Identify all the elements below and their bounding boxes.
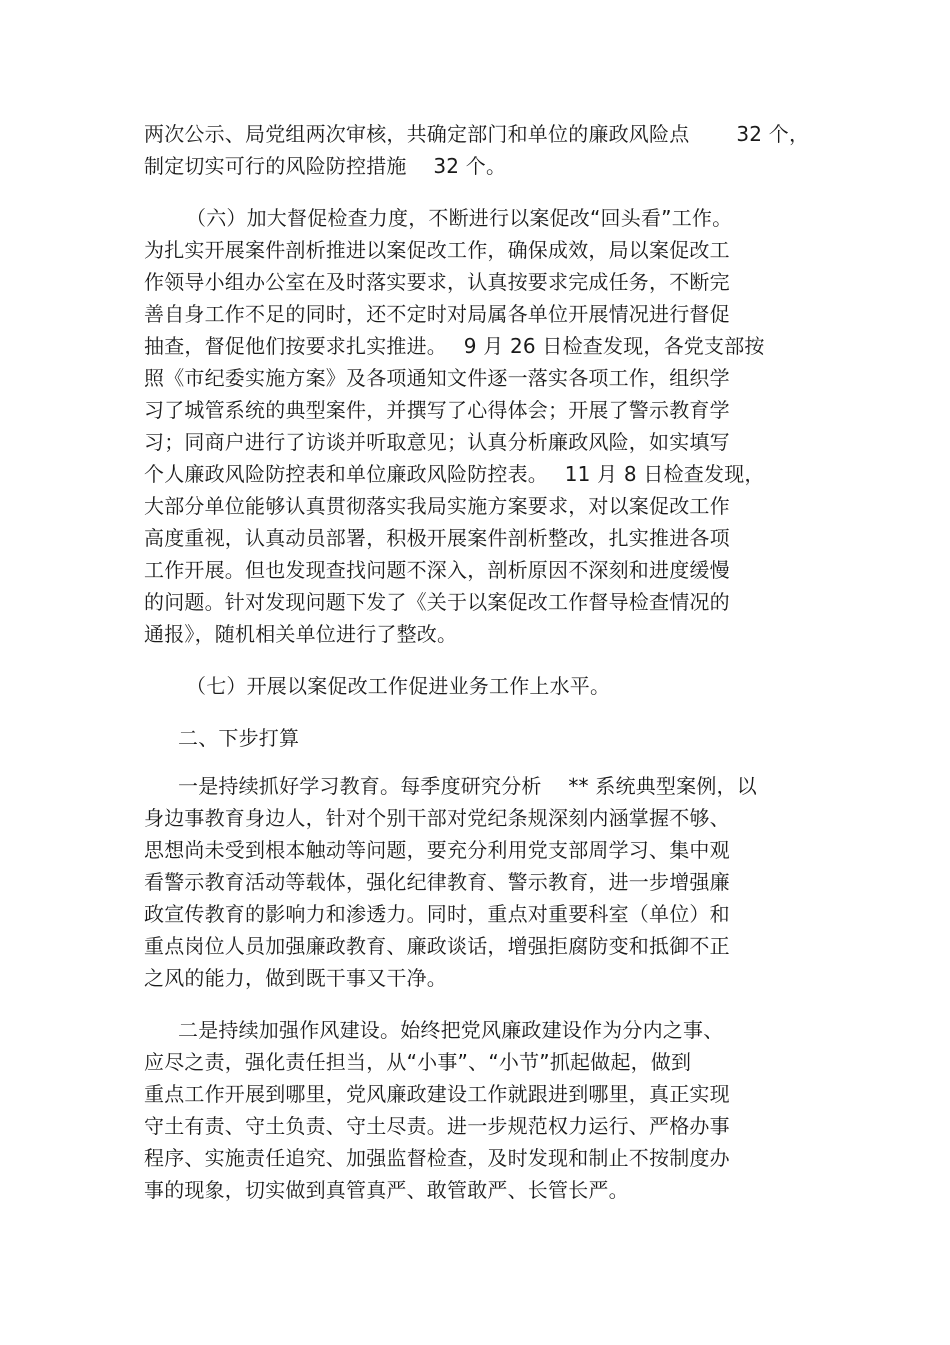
text-line: 制定切实可行的风险防控措施 32 个。 bbox=[144, 154, 507, 178]
text-line: 高度重视，认真动员部署，积极开展案件剖析整改，扎实推进各项 bbox=[144, 526, 730, 550]
text-line: 通报》，随机相关单位进行了整改。 bbox=[144, 622, 458, 646]
text-line: 两次公示、局党组两次审核，共确定部门和单位的廉政风险点 32 个， bbox=[144, 122, 810, 146]
text-line: 为扎实开展案件剖析推进以案促改工作，确保成效，局以案促改工 bbox=[144, 238, 730, 262]
text-line: 重点岗位人员加强廉政教育、廉政谈话，增强拒腐防变和抵御不正 bbox=[144, 934, 730, 958]
text-line: 程序、实施责任追究、加强监督检查，及时发现和制止不按制度办 bbox=[144, 1146, 730, 1170]
text-line: 照《市纪委实施方案》及各项通知文件逐一落实各项工作，组织学 bbox=[144, 366, 730, 390]
text-line: 身边事教育身边人，针对个别干部对党纪条规深刻内涵掌握不够、 bbox=[144, 806, 730, 830]
section-heading: （六）加大督促检查力度，不断进行以案促改“回头看”工作。 bbox=[186, 206, 733, 230]
text-line: 善自身工作不足的同时，还不定时对局属各单位开展情况进行督促 bbox=[144, 302, 730, 326]
text-line: 个人廉政风险防控表和单位廉政风险防控表。 11 月 8 日检查发现， bbox=[144, 462, 765, 486]
text-line: 习；同商户进行了访谈并听取意见；认真分析廉政风险，如实填写 bbox=[144, 430, 730, 454]
text-line: 抽查，督促他们按要求扎实推进。 9 月 26 日检查发现，各党支部按 bbox=[144, 334, 765, 358]
text-line: 二是持续加强作风建设。始终把党风廉政建设作为分内之事、 bbox=[178, 1018, 724, 1042]
text-line: 一是持续抓好学习教育。每季度研究分析 ** 系统典型案例，以 bbox=[178, 774, 757, 798]
section-heading: 二、下步打算 bbox=[178, 726, 300, 750]
text-line: 工作开展。但也发现查找问题不深入，剖析原因不深刻和进度缓慢 bbox=[144, 558, 730, 582]
text-line: 看警示教育活动等载体，强化纪律教育、警示教育，进一步增强廉 bbox=[144, 870, 730, 894]
text-line: 思想尚未受到根本触动等问题，要充分利用党支部周学习、集中观 bbox=[144, 838, 730, 862]
text-line: 大部分单位能够认真贯彻落实我局实施方案要求，对以案促改工作 bbox=[144, 494, 730, 518]
text-line: 应尽之责，强化责任担当，从“小事”、“小节”抓起做起，做到 bbox=[144, 1050, 692, 1074]
text-line: 习了城管系统的典型案件，并撰写了心得体会；开展了警示教育学 bbox=[144, 398, 730, 422]
text-line: 守土有责、守土负责、守土尽责。进一步规范权力运行、严格办事 bbox=[144, 1114, 730, 1138]
text-line: 重点工作开展到哪里，党风廉政建设工作就跟进到哪里，真正实现 bbox=[144, 1082, 730, 1106]
text-line: 之风的能力，做到既干事又干净。 bbox=[144, 966, 447, 990]
text-line: 作领导小组办公室在及时落实要求，认真按要求完成任务，不断完 bbox=[144, 270, 730, 294]
text-line: 政宣传教育的影响力和渗透力。同时，重点对重要科室（单位）和 bbox=[144, 902, 730, 926]
text-line: 事的现象，切实做到真管真严、敢管敢严、长管长严。 bbox=[144, 1178, 629, 1202]
text-line: 的问题。针对发现问题下发了《关于以案促改工作督导检查情况的 bbox=[144, 590, 730, 614]
section-heading: （七）开展以案促改工作促进业务工作上水平。 bbox=[186, 674, 611, 698]
